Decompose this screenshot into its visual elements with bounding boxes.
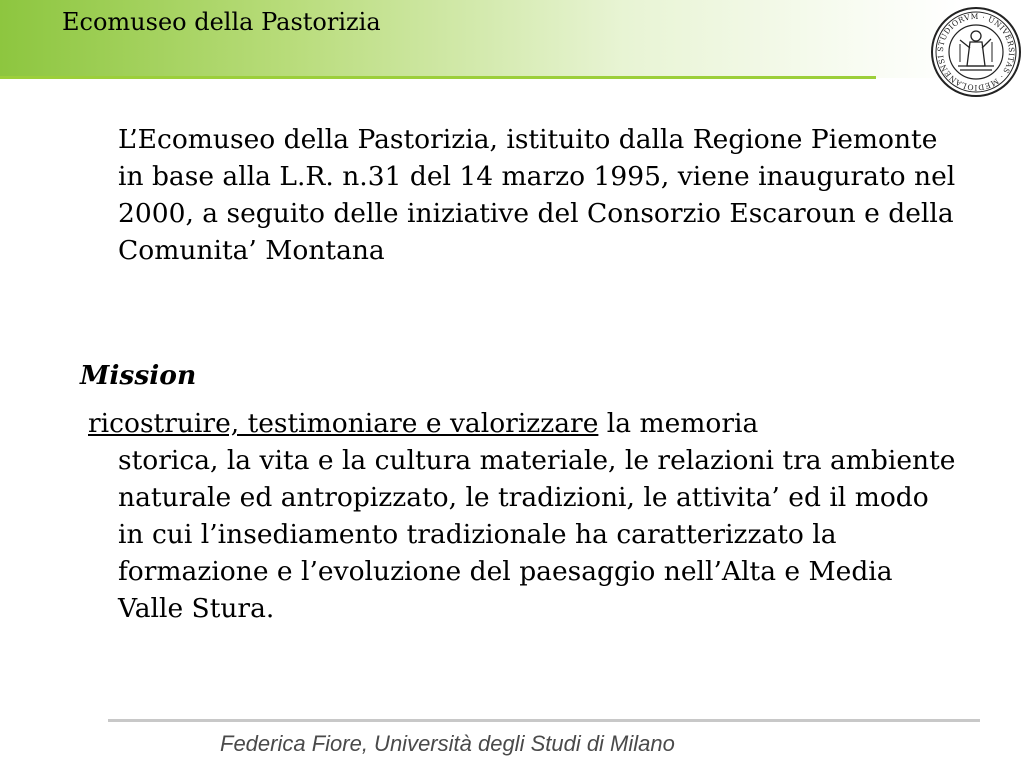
slide-title: Ecomuseo della Pastorizia bbox=[62, 8, 381, 36]
svg-text:STUDIORVM · UNIVERSITAS · MEDI: STUDIORVM · UNIVERSITAS · MEDIOLANENSI bbox=[935, 11, 1017, 93]
footer-divider bbox=[108, 719, 980, 722]
mission-rest: storica, la vita e la cultura materiale, le relazioni tra ambiente naturale ed antropizzato, le tradizioni, le attivita’ ed il modo in cui l’insediamento tradizionale ha caratterizzato la formazione e l’evoluzione del paesaggio nell’Alta e Media Valle Stura. bbox=[118, 445, 956, 624]
footer-credit: Federica Fiore, Università degli Studi di Milano bbox=[220, 731, 675, 756]
intro-paragraph: L’Ecomuseo della Pastorizia, istituito dalla Regione Piemonte in base alla L.R. n.31 del 14 marzo 1995, viene inaugurato nel 2000, a seguito delle iniziative del Consorzio Escaroun e della Comunita’ Montana bbox=[118, 124, 956, 266]
mission-paragraph bbox=[88, 405, 958, 627]
mission-heading: Mission bbox=[80, 360, 197, 391]
mission-key-verbs: ricostruire, testimoniare e valorizzare bbox=[88, 408, 599, 439]
mission-lead-rest: la memoria bbox=[598, 408, 759, 439]
university-seal-icon bbox=[930, 4, 1022, 100]
header-divider bbox=[0, 76, 876, 79]
